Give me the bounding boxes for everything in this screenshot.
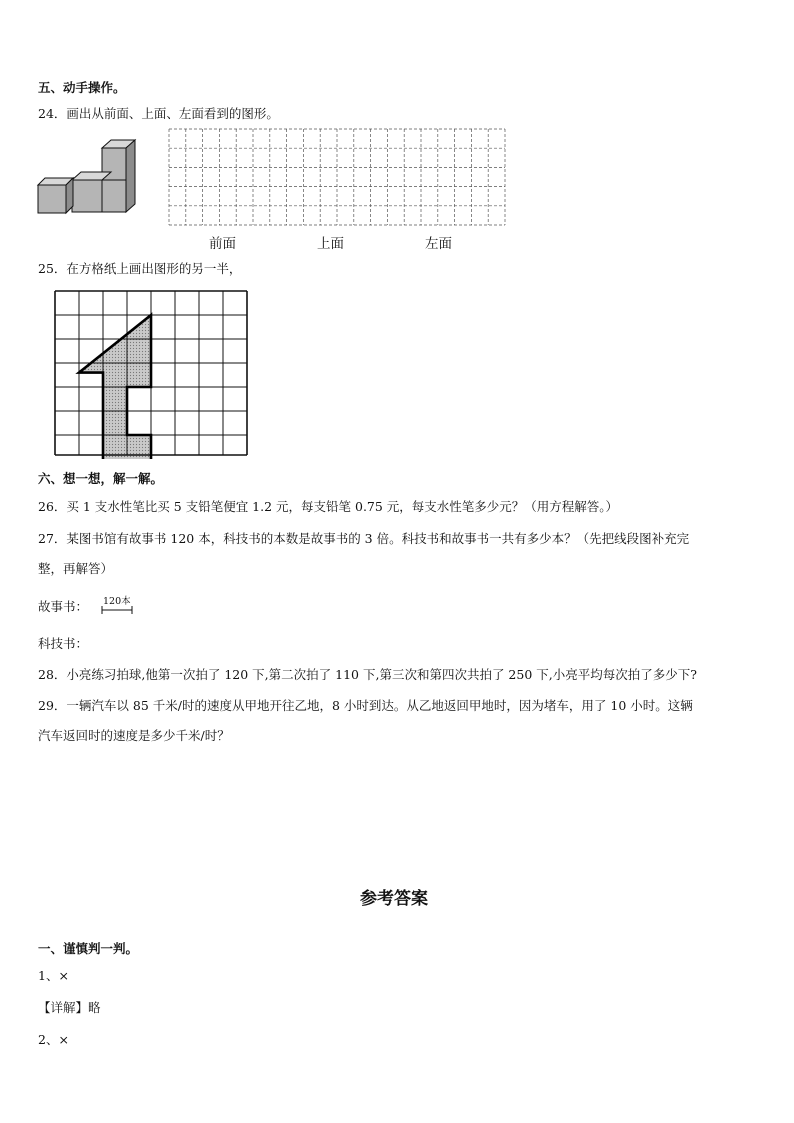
question-27-line2: 整，再解答） <box>38 561 114 576</box>
story-books-label: 故事书： <box>38 599 89 614</box>
story-books-segment <box>100 605 136 615</box>
answer-1: 1、× <box>38 968 69 983</box>
dashed-drawing-grid <box>168 128 506 226</box>
front-view-label: 前面 <box>209 236 236 252</box>
section-six-heading: 六、想一想，解一解。 <box>38 471 164 486</box>
question-26-text: 26．买 1 支水性笔比买 5 支铅笔便宜 1.2 元，每支铅笔 0.75 元，每支水性笔多少元？（用方程解答。） <box>38 499 619 514</box>
top-view-label: 上面 <box>317 236 344 252</box>
question-27-line1: 27．某图书馆有故事书 120 本，科技书的本数是故事书的 3 倍。科技书和故事书一共有多少本？（先把线段图补充完 <box>38 531 690 546</box>
section-five-heading: 五、动手操作。 <box>38 80 126 95</box>
symmetry-grid <box>54 290 250 456</box>
left-view-label: 左面 <box>425 236 452 252</box>
answers-title: 参考答案 <box>360 889 428 909</box>
tech-books-label: 科技书： <box>38 636 89 651</box>
answers-section-one: 一、谨慎判一判。 <box>38 941 139 956</box>
question-29-line2: 汽车返回时的速度是多少千米/时？ <box>38 728 230 743</box>
question-25-text: 25．在方格纸上画出图形的另一半， <box>38 261 242 276</box>
cube-figure <box>36 138 141 218</box>
segment-120-label: 120本 <box>103 596 131 607</box>
question-24-text: 24．画出从前面、上面、左面看到的图形。 <box>38 106 279 121</box>
question-28-text: 28．小亮练习拍球,他第一次拍了 120 下,第二次拍了 110 下,第三次和第四次共拍了 250 下,小亮平均每次拍了多少下? <box>38 667 697 682</box>
question-29-line1: 29．一辆汽车以 85 千米/时的速度从甲地开往乙地，8 小时到达。从乙地返回甲地时，因为堵车，用了 10 小时。这辆 <box>38 698 693 713</box>
answer-2: 2、× <box>38 1032 69 1047</box>
answer-1-detail: 【详解】略 <box>38 1000 101 1015</box>
